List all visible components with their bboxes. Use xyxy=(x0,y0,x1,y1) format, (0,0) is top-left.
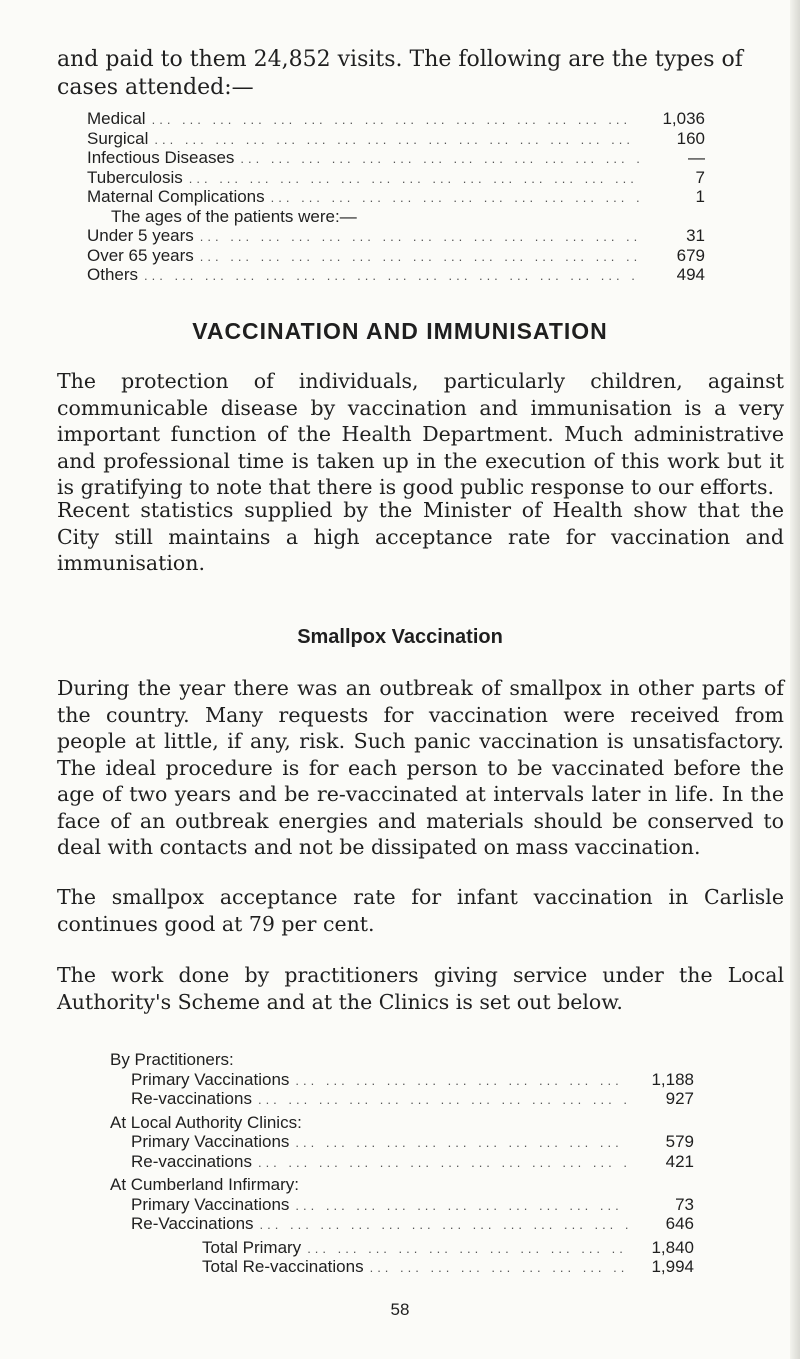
cases-table xyxy=(87,109,705,285)
leader-dots xyxy=(260,1217,628,1232)
case-row xyxy=(87,129,705,149)
leader-dots xyxy=(154,132,639,147)
case-value: 160 xyxy=(676,128,705,148)
case-label: Surgical xyxy=(87,128,149,148)
group-heading: At Cumberland Infirmary: xyxy=(110,1175,299,1194)
page-number: 58 xyxy=(390,1300,410,1319)
leader-dots xyxy=(258,1092,628,1107)
total-value: 1,840 xyxy=(651,1237,694,1257)
leader-dots xyxy=(200,229,639,244)
row-label: Primary Vaccinations xyxy=(131,1132,290,1151)
row-value: 646 xyxy=(665,1214,694,1233)
vaccination-table xyxy=(110,1050,694,1277)
case-label: Maternal Complications xyxy=(87,187,265,206)
case-row xyxy=(87,148,705,168)
age-label: Others xyxy=(87,265,139,284)
protection-paragraph: The protection of individuals, particularly children, against communicable disease by vaccination and immunisation is a very important function of the Health Department. Much administrative and professional time is taken up in the execution of this work but it is gratifying to note that there is good public response to our efforts. xyxy=(57,369,784,499)
case-row xyxy=(87,187,705,207)
leader-dots xyxy=(258,1155,628,1170)
row-label: Primary Vaccinations xyxy=(131,1194,290,1214)
intro-paragraph: and paid to them 24,852 visits. The following are the types of cases attended:— xyxy=(57,47,743,100)
work-paragraph: The work done by practitioners giving service under the Local Authority's Scheme and at the Clinics is set out below. xyxy=(57,963,784,1014)
table-row xyxy=(110,1132,694,1152)
age-label: Under 5 years xyxy=(87,226,194,245)
table-row xyxy=(110,1152,694,1172)
case-value: 1 xyxy=(695,187,705,206)
leader-dots xyxy=(200,249,639,264)
row-label: Primary Vaccinations xyxy=(131,1069,290,1089)
row-value: 421 xyxy=(665,1151,694,1171)
leader-dots xyxy=(295,1135,628,1150)
table-row xyxy=(110,1214,694,1234)
statistics-paragraph: Recent statistics supplied by the Minister of Health show that the City still maintains a high acceptance rate for vaccination and immunisation. xyxy=(57,498,784,575)
row-value: 579 xyxy=(665,1132,694,1151)
row-label: Re-vaccinations xyxy=(131,1089,252,1108)
leader-dots xyxy=(307,1241,628,1256)
row-value: 927 xyxy=(665,1089,694,1108)
row-label: Re-Vaccinations xyxy=(131,1214,254,1233)
case-row xyxy=(87,168,705,188)
age-row xyxy=(87,246,705,266)
table-row xyxy=(110,1089,694,1109)
smallpox-paragraph: During the year there was an outbreak of smallpox in other parts of the country. Many requests for vaccination were received from people at little, if any, risk. Such panic vaccination is unsatisfactory. The ideal procedure is for each person to be vaccinated before the age of two years and be re-vaccinated at intervals later in life. In the face of an outbreak energies and materials should be conserved to deal with contacts and not be dissipated on mass vaccination. xyxy=(57,676,784,859)
leader-dots xyxy=(271,190,639,205)
leader-dots xyxy=(144,268,639,283)
total-value: 1,994 xyxy=(651,1257,694,1276)
row-value: 73 xyxy=(675,1194,694,1214)
case-row xyxy=(87,109,705,129)
table-row xyxy=(110,1195,694,1215)
total-label: Total Primary xyxy=(202,1237,302,1257)
group-heading: By Practitioners: xyxy=(110,1050,234,1069)
case-label: Tuberculosis xyxy=(87,167,183,187)
intro-text xyxy=(57,46,797,102)
row-value: 1,188 xyxy=(651,1069,694,1089)
row-label: Re-vaccinations xyxy=(131,1151,252,1171)
age-value: 494 xyxy=(676,265,705,284)
total-row xyxy=(110,1257,694,1277)
acceptance-paragraph: The smallpox acceptance rate for infant vaccination in Carlisle continues good at 79 per cent. xyxy=(57,885,784,936)
leader-dots xyxy=(152,112,639,127)
ages-label: The ages of the patients were:— xyxy=(111,206,357,226)
case-value: 1,036 xyxy=(662,109,705,128)
ages-subheading xyxy=(87,207,705,227)
age-label: Over 65 years xyxy=(87,245,194,265)
vaccination-heading: VACCINATION AND IMMUNISATION xyxy=(192,318,608,344)
total-row xyxy=(110,1238,694,1258)
case-value: 7 xyxy=(695,167,705,187)
age-row xyxy=(87,265,705,285)
leader-dots xyxy=(189,171,639,186)
age-value: 31 xyxy=(686,226,705,245)
table-row xyxy=(110,1070,694,1090)
leader-dots xyxy=(295,1073,628,1088)
leader-dots xyxy=(240,151,639,166)
case-label: Infectious Diseases xyxy=(87,148,235,167)
group-heading: At Local Authority Clinics: xyxy=(110,1112,302,1132)
age-row xyxy=(87,226,705,246)
leader-dots xyxy=(370,1260,628,1275)
case-label: Medical xyxy=(87,109,146,128)
leader-dots xyxy=(295,1198,628,1213)
total-label: Total Re-vaccinations xyxy=(202,1257,364,1276)
smallpox-heading: Smallpox Vaccination xyxy=(297,626,503,648)
case-value: — xyxy=(688,148,705,167)
page-edge xyxy=(790,0,800,1359)
age-value: 679 xyxy=(676,245,705,265)
